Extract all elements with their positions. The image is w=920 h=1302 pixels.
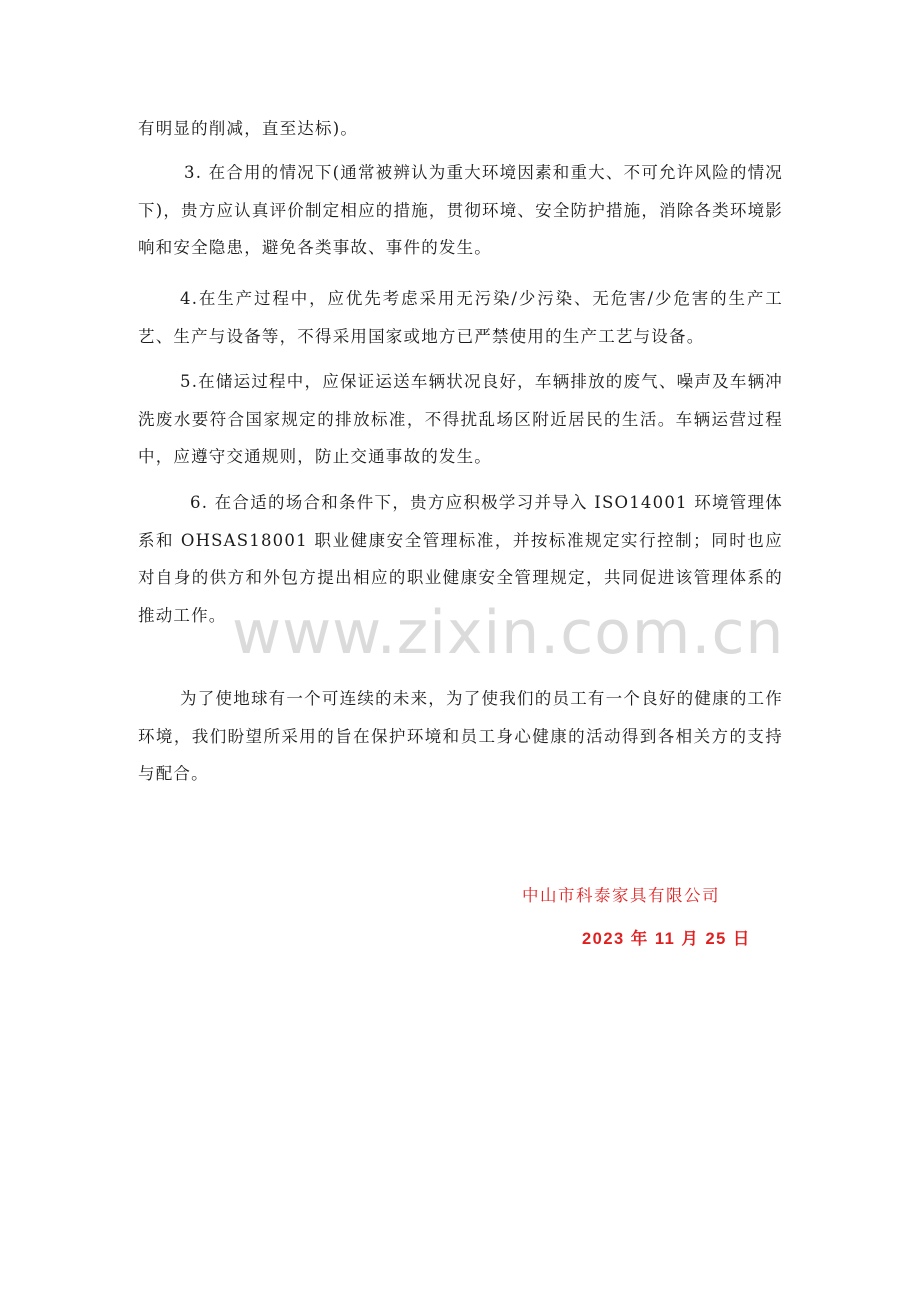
watermark-text: www.zixin.com.cn	[232, 598, 785, 668]
paragraph-closing: 为了使地球有一个可连续的未来，为了使我们的员工有一个良好的健康的工作环境，我们盼望所采用的旨在保护环境和员工身心健康的活动得到各相关方的支持与配合。	[138, 689, 783, 783]
signature-company: 中山市科泰家具有限公司	[522, 886, 720, 905]
paragraph-item-3: 3. 在合用的情况下(通常被辨认为重大环境因素和重大、不可允许风险的情况下)，贵方应认真评价制定相应的措施，贯彻环境、安全防护措施，消除各类环境影响和安全隐患，避免各类事故、事件的发生。	[138, 163, 783, 257]
paragraph-item-5: 5.在储运过程中，应保证运送车辆状况良好，车辆排放的废气、噪声及车辆冲洗废水要符合国家规定的排放标准，不得扰乱场区附近居民的生活。车辆运营过程中，应遵守交通规则，防止交通事故的发生。	[138, 372, 783, 466]
paragraph-continuation: 有明显的削减，直至达标)。	[138, 119, 359, 138]
paragraph-item-4: 4.在生产过程中，应优先考虑采用无污染/少污染、无危害/少危害的生产工艺、生产与设备等，不得采用国家或地方已严禁使用的生产工艺与设备。	[138, 289, 783, 346]
paragraph-item-6: 6. 在合适的场合和条件下，贵方应积极学习并导入 ISO14001 环境管理体系和 OHSAS18001 职业健康安全管理标准，并按标准规定实行控制；同时也应对自身的供方和外包方提出相应的职业健康安全管理规定，共同促进该管理体系的推动工作。	[138, 493, 783, 625]
signature-date: 2023 年 11 月 25 日	[582, 930, 751, 948]
